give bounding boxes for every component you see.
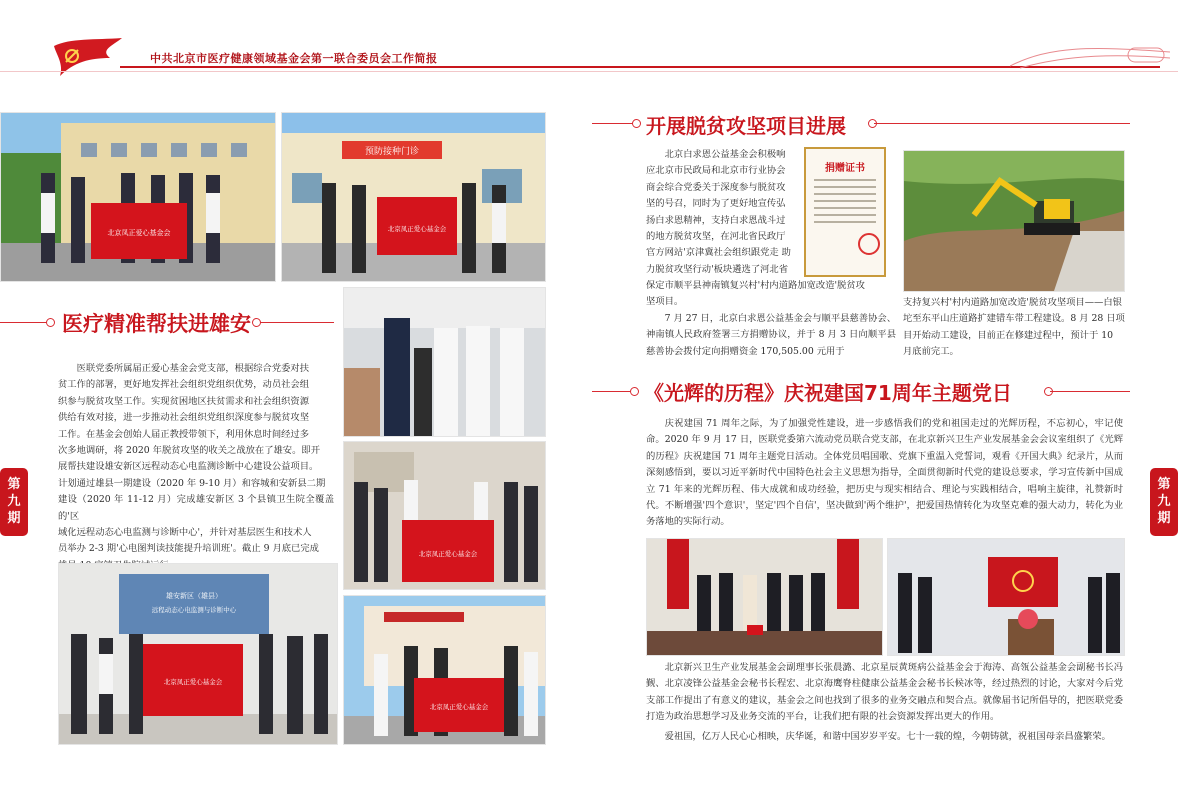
banner-text: 北京凤正爱心基金会: [107, 229, 171, 237]
photo-group-clinic-banner: [0, 112, 276, 282]
poverty-article-body-cont: 保定市顺平县神南镇复兴村'村内道路加宽改造'脱贫攻 坚项目。: [646, 280, 865, 308]
poverty-article-body-2: 7 月 27 日，北京白求恩公益基金会与顺平县慈善协会、神南镇人民政府签署三方捐赠协议，并于 8 月 3 日向顺平县慈善协会拨付定向捐赠资金 170,505.00 元用于: [646, 313, 896, 357]
xiongan-article-body: 医联党委所属届正爱心基金会党支部，根据综合党委对扶 贫工作的部署，更好地发挥社会组织党组织优势，动员社会组 织参与脱贫攻坚工作。实现贫困地区扶贫需求和社会组织资源 供给有效对接，进一步推动社会组织党组织深度参与脱贫攻坚 工作。在基金会创始人届正教授带领下，利用休息时间经过多 次多地调研，将 2020 年脱贫攻坚的收关之战放在了雄安。即开 展帮扶建设雄安新区远程动态心电监测诊断中心建设公益项目。 计划通过雄县一期建设（2020 年 9-10 月）和容城和安新县二期 建设（2020 年 11-12 月）完成雄安新区 3 个县镇卫生院全覆盖的'区 域化远程动态心电监测与诊断中心'，并针对基层医生和技术人 员举办 2-3 期'心电图判读技能提升培训班'。截止 9 月底已完成: [58, 363, 334, 555]
banner-text: 北京凤正爱心基金会: [387, 225, 447, 233]
photo-road-construction-excavator: [903, 150, 1125, 292]
center-sign-text: 雄安新区（雄县）: [166, 592, 222, 600]
certificate-title: 捐赠证书: [825, 163, 865, 174]
section-rule-left: [0, 322, 52, 323]
section-dot: [632, 119, 641, 128]
photo-vaccination-clinic: [281, 112, 546, 282]
section-title-xiongan: 医疗精准帮扶进雄安: [62, 312, 251, 336]
section-rule-right: [258, 322, 334, 323]
party-day-article-body: 庆祝建国 71 周年之际，为了加强党性建设，进一步感悟我们的党和祖国走过的光辉历程，不忘初心，牢记使命。2020 年 9 月 17 日，医联党委第六流动党员联合党支部，在北京新兴卫生产业发展基金会会议室组织了《光辉的历程》庆祝建国 71 周年主题党日活动。全体党员唱国歌、党旗下重温入党誓词，观看《开国大典》纪录片，从而深刻感悟到，要以习近平新时代中国特色社会主义思想为指导，全面贯彻新时代党的建设总要求，学习宣传新中国成立 71 年来的光辉历程、伟大成就和成功经验，把历史与现实相结合、理论与实践相结合，唱响主旋律，礼赞新时代。不断增强'四个意识'，坚定'四个自信'，坚决做到'两个维护'，把爱国热情转化为攻坚克难的强大动力，转化为业务落地的实际行动。: [646, 418, 1123, 528]
poverty-article-body: 北京白求恩公益基金会积极响 应北京市民政局和北京市行业协会 商会综合党委关于深度参与脱贫攻 坚的号召，同时为了更好地宣传弘 扬白求恩精神，支持白求恩战斗过 的地方脱贫攻坚，在河北省民政厅 官方网站'京津冀社会组织跟党走 助 力脱贫攻坚行动'板块遴选了河北省: [646, 149, 791, 275]
photo-oath-ceremony: [887, 538, 1125, 656]
section-rule-right: [874, 123, 1130, 124]
section-title-party-day: 《光辉的历程》庆祝建国71周年主题党日: [644, 381, 1012, 405]
party-day-article-body-2: 北京新兴卫生产业发展基金会副理事长张晨潞、北京星辰黄斑病公益基金会于海涛、高瓴公益基金会副秘书长冯觐、北京凌锋公益基金会秘书长程宏、北京海鹰脊柱健康公益基金会秘书长候冰等，经过热烈的讨论，大家对今后党支部工作提出了有意义的建议，基金会之间也找到了很多的业务交融点和契合点。就像届书记所倡导的，把医联党委打造为政治思想学习及业务交流的平台，让我们把有限的社会资源发挥出更大的作用。: [646, 662, 1123, 723]
certificate-text-lines: [806, 179, 884, 223]
photo-doctors-with-patient: [343, 287, 546, 437]
photo-outdoor-clinic-group: [343, 595, 546, 745]
header-rule: [120, 66, 1160, 68]
excavator-photo-caption: 支持复兴村'村内道路加宽改造'脱贫攻坚项目——白银坨至东平山庄道路扩建错车带工程建设。8 月 28 日项目开始动工建设，目前正在修建过程中，预计于 10 月底前完工。: [903, 297, 1125, 358]
issue-tab-left: 第 九 期: [0, 468, 28, 536]
photo-ecg-center-group: [58, 563, 338, 745]
header-ribbon-decoration: [1010, 44, 1170, 70]
donation-certificate: [804, 147, 886, 277]
issue-tab-right: 第 九 期: [1150, 468, 1178, 536]
clinic-sign-text: 预防接种门诊: [364, 147, 420, 157]
photo-indoor-group-banner: [343, 441, 546, 590]
seal-icon: [858, 233, 880, 255]
section-dot: [630, 387, 639, 396]
section-dot: [46, 318, 55, 327]
center-sign-text-2: 远程动态心电监测与诊断中心: [151, 606, 237, 614]
header-rule-thin: [0, 71, 1178, 72]
section-title-poverty: 开展脱贫攻坚项目进展: [646, 114, 846, 138]
section-rule-right: [1050, 391, 1130, 392]
section-dot: [252, 318, 261, 327]
banner-text: 北京凤正爱心基金会: [429, 703, 489, 711]
party-day-closing-line: 爱祖国，亿万人民心心相映，庆华诞，和谐中国岁岁平安。七十一载的煌，今朝铸就，祝祖国母亲昌盛繁荣。: [664, 731, 1111, 742]
newsletter-title: 中共北京市医疗健康领域基金会第一联合委员会工作简报: [150, 52, 438, 65]
photo-meeting-group: [646, 538, 883, 656]
banner-text: 北京凤正爱心基金会: [163, 678, 223, 686]
banner-text: 北京凤正爱心基金会: [418, 550, 478, 558]
